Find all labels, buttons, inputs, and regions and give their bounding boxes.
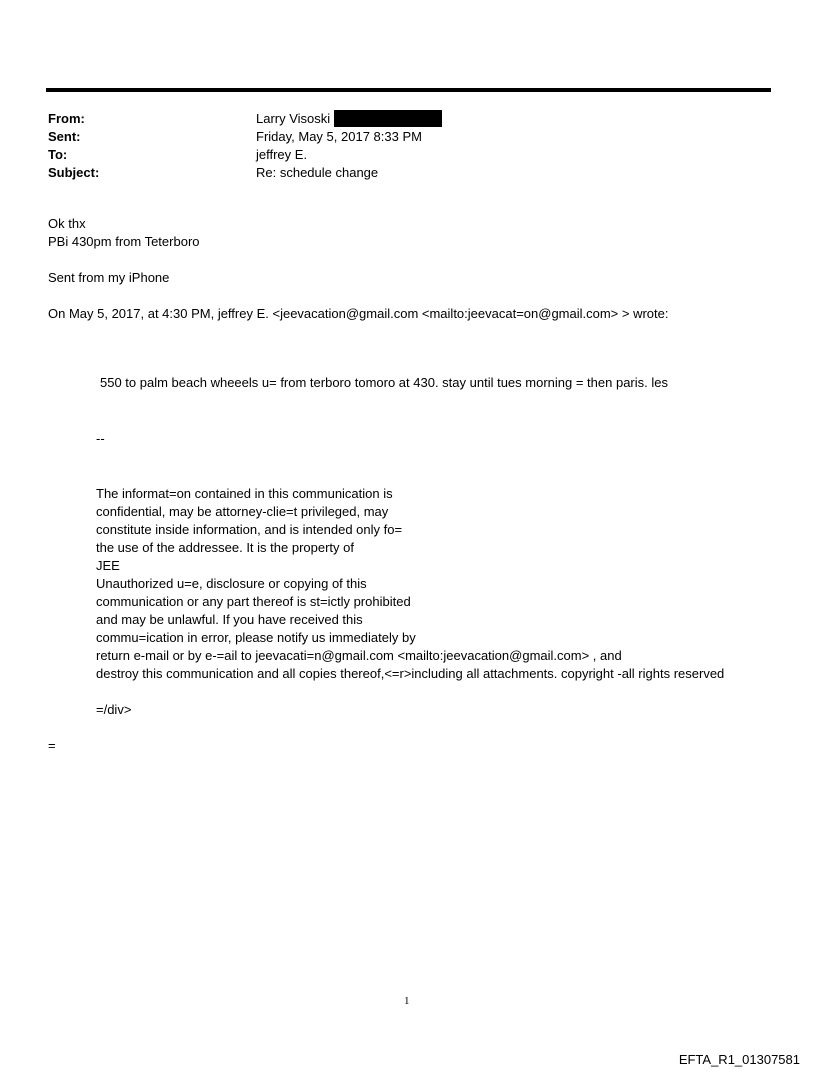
from-value <box>256 110 442 128</box>
signature-separator: -- <box>96 431 105 446</box>
trailing-char: = <box>48 738 56 753</box>
sent-label: Sent: <box>48 129 81 144</box>
email-body <box>48 215 788 323</box>
header-rule <box>46 88 771 92</box>
disclaimer-line: constitute inside information, and is intended only fo= <box>96 522 403 537</box>
disclaimer-line: return e-mail or by e-=ail to jeevacati=n@gmail.com <mailto:jeevacation@gmail.com> , and <box>96 648 622 663</box>
quoted-message: 550 to palm beach wheeels u= from terboro tomoro at 430. stay until tues morning = then paris. les <box>100 375 668 390</box>
to-value: jeffrey E. <box>256 147 308 162</box>
disclaimer-line: and may be unlawful. If you have received this <box>96 612 363 627</box>
disclaimer-line: the use of the addressee. It is the property of <box>96 540 354 555</box>
disclaimer-block <box>96 485 776 719</box>
closing-tag: =/div> <box>96 702 132 717</box>
disclaimer-line: Unauthorized u=e, disclosure or copying of this <box>96 576 367 591</box>
disclaimer-line: communication or any part thereof is st=ictly prohibited <box>96 594 411 609</box>
sent-value: Friday, May 5, 2017 8:33 PM <box>256 129 422 144</box>
page-number: 1 <box>404 995 410 1007</box>
from-label: From: <box>48 111 85 126</box>
redaction-box <box>334 110 442 127</box>
subject-value: Re: schedule change <box>256 165 379 180</box>
quote-intro: On May 5, 2017, at 4:30 PM, jeffrey E. <jeevacation@gmail.com <mailto:jeevacat=on@gmail.com> > wrote: <box>48 306 669 321</box>
quoted-message-block <box>100 374 780 392</box>
reply-signature: Sent from my iPhone <box>48 270 170 285</box>
from-name: Larry Visoski <box>256 111 331 126</box>
reply-line-1: Ok thx <box>48 216 86 231</box>
bates-number: EFTA_R1_01307581 <box>678 1052 800 1067</box>
reply-line-2: PBi 430pm from Teterboro <box>48 234 200 249</box>
separator-block <box>96 430 776 448</box>
subject-label: Subject: <box>48 165 100 180</box>
disclaimer-line: confidential, may be attorney-clie=t privileged, may <box>96 504 389 519</box>
trailing-block <box>48 737 728 755</box>
to-label: To: <box>48 147 68 162</box>
disclaimer-line: commu=ication in error, please notify us immediately by <box>96 630 416 645</box>
disclaimer-line: destroy this communication and all copies thereof,<=r>including all attachments. copyright -all rights reserved <box>96 666 725 681</box>
disclaimer-line: The informat=on contained in this communication is <box>96 486 393 501</box>
disclaimer-line: JEE <box>96 558 120 573</box>
